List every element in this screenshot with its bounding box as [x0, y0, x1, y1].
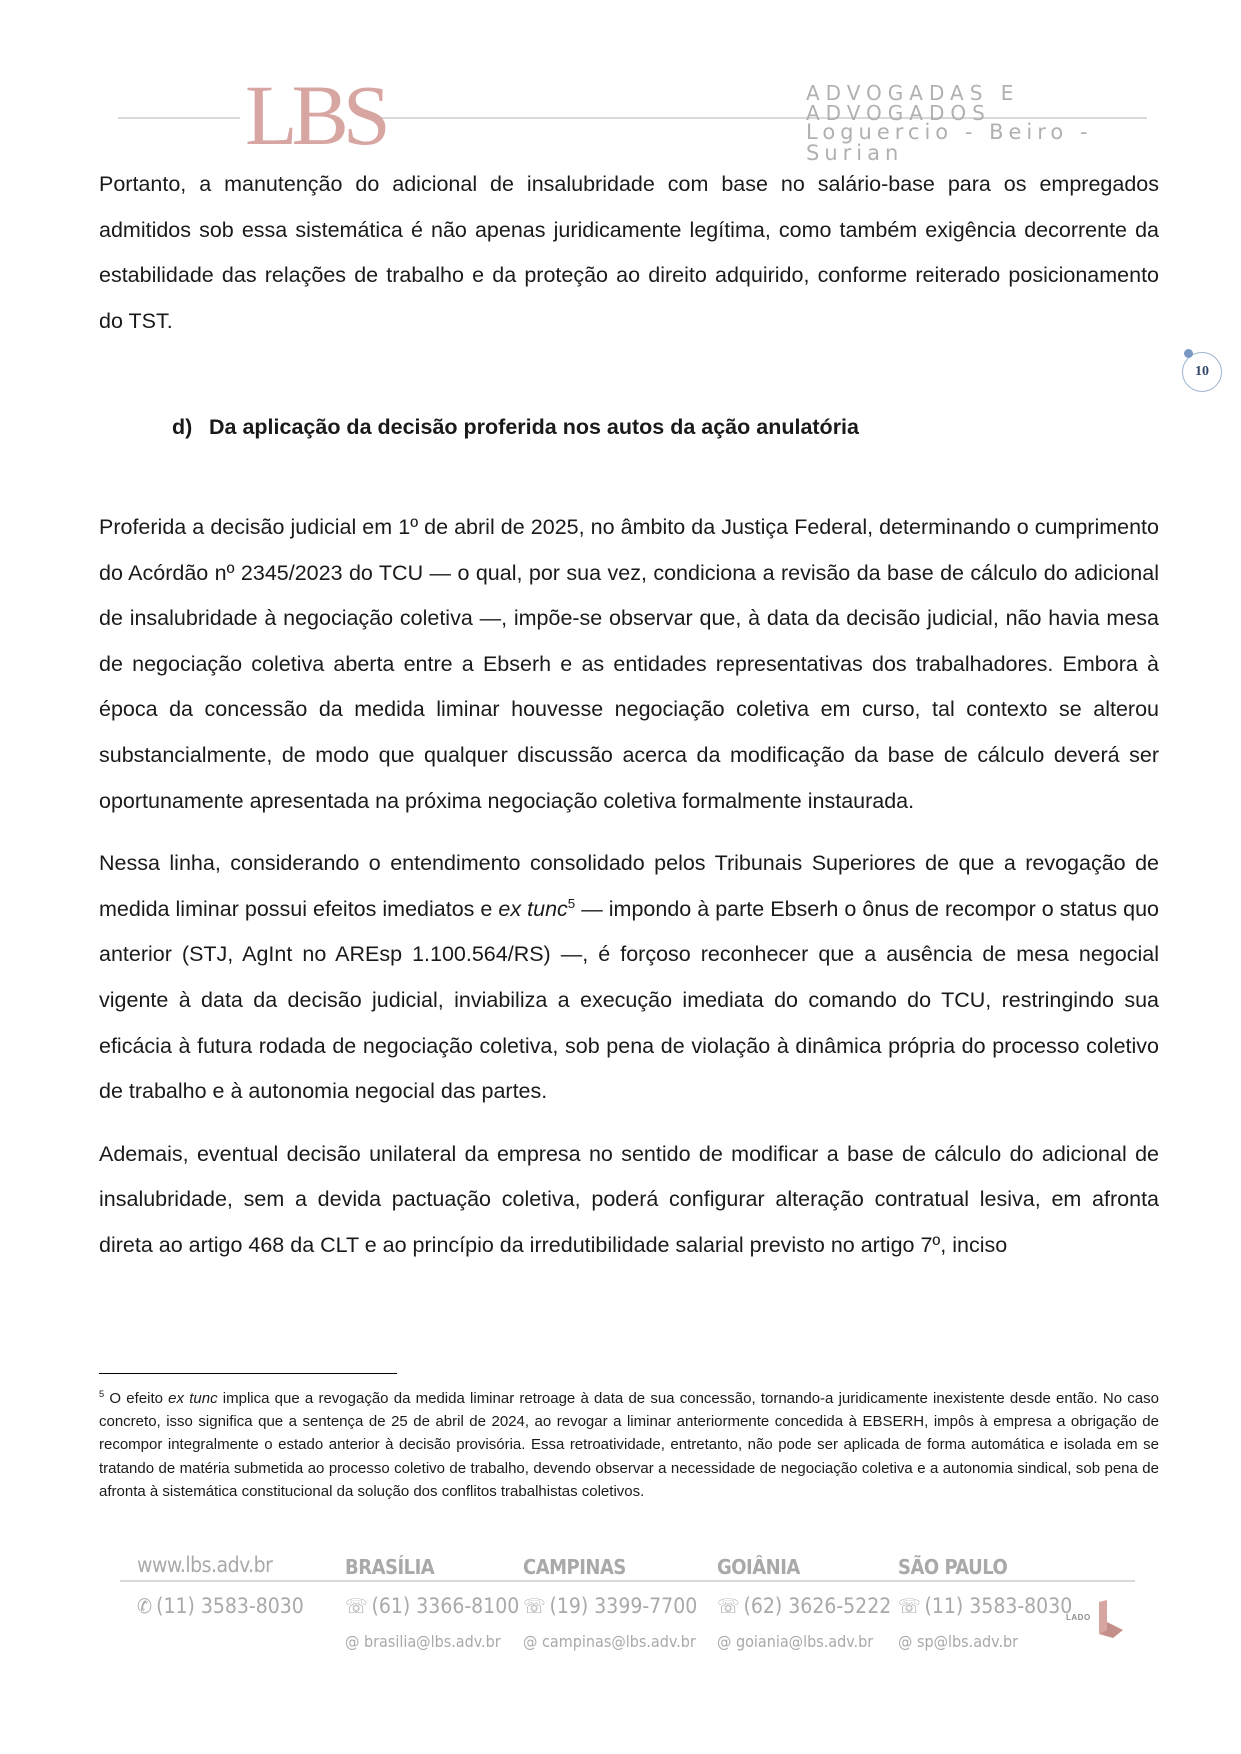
paragraph-1: Proferida a decisão judicial em 1º de abril de 2025, no âmbito da Justiça Federal, determinando o cumprimento do Acórdão nº 2345/2023 do TCU — o qual, por sua vez, condiciona a revisão da base de cálculo do adicional de insalubridade à negociação coletiva —, impõe-se observar que, à data da decisão judicial, não havia mesa de negociação coletiva aberta entre a Ebserh e as entidades representativas dos trabalhadores. Embora à época da concessão da medida liminar houvesse negociação coletiva em curso, tal contexto se alterou substancialmente, de modo que qualquer discussão acerca da modificação da base de cálculo deverá ser oportunamente apresentada na próxima negociação coletiva formalmente instaurada. — [99, 515, 1159, 813]
section-title: Da aplicação da decisão proferida nos autos da ação anulatória — [209, 415, 859, 439]
office-email[interactable] — [345, 1632, 501, 1651]
office-city: BRASÍLIA — [345, 1555, 435, 1579]
section-heading — [172, 412, 859, 442]
footnote-text-b: implica que a revogação da medida liminar retroage à data de sua concessão, tornando-a juridicamente inexistente desde então. No caso concreto, isso significa que a sentença de 25 de abril de 2024, ao revogar a liminar anteriormente concedida à EBSERH, impôs à empresa a obrigação de recompor integralmente o estado anterior à decisão provisória. Essa retroatividade, entretanto, não pode ser aplicada de forma automática e isolada em se tratando de matéria submetida ao processo coletivo de trabalho, devendo observar a necessidade de negociação coletiva e a autonomia sindical, sob pena de afronta à sistemática constitucional da solução dos conflitos trabalhistas coletivos. — [99, 1390, 1159, 1500]
paragraph-2-italic: ex tunc — [498, 896, 568, 921]
footnote-number: 5 — [99, 1389, 105, 1399]
office-phone — [345, 1594, 519, 1618]
office-phone — [717, 1594, 891, 1618]
firm-name: ADVOGADAS E ADVOGADOS — [806, 81, 1020, 125]
paragraph-2-text-b: — impondo à parte Ebserh o ônus de recompor o status quo anterior (STJ, AgInt no AREsp 1.100.564/RS) —, é forçoso reconhecer que a ausência de mesa negocial vigente à data da decisão judicial, inviabiliza a execução imediata do comando do TCU, restringindo sua eficácia à futura rodada de negociação coletiva, sob pena de violação à dinâmica própria do processo coletivo de trabalho e à autonomia negocial das partes. — [99, 896, 1160, 1104]
office-city: CAMPINAS — [523, 1555, 626, 1579]
footnote — [99, 1387, 1159, 1503]
page-number: 10 — [1182, 352, 1222, 392]
lado-label: LADO — [1066, 1613, 1091, 1622]
page-footer — [0, 1540, 1241, 1670]
paragraph-2 — [99, 841, 1159, 1115]
at-icon: @ — [345, 1632, 364, 1651]
lado-logo-icon — [1095, 1600, 1125, 1640]
section-label: d) — [172, 415, 193, 439]
phone-icon: ☏ — [898, 1594, 921, 1618]
page-number-badge — [1182, 352, 1222, 392]
office-city: GOIÂNIA — [717, 1555, 800, 1579]
office-phone-text: (11) 3583-8030 — [924, 1594, 1073, 1618]
footnote-italic: ex tunc — [168, 1390, 218, 1407]
at-icon: @ — [717, 1632, 736, 1651]
paragraph-3: Ademais, eventual decisão unilateral da empresa no sentido de modificar a base de cálculo do adicional de insalubridade, sem a devida pactuação coletiva, poderá configurar alteração contratual lesiva, em afronta direta ao artigo 468 da CLT e ao princípio da irredutibilidade salarial previsto no artigo 7º, inciso — [99, 1141, 1159, 1257]
office-phone-text: (61) 3366-8100 — [371, 1594, 520, 1618]
footer-phone-text: (11) 3583-8030 — [156, 1594, 304, 1618]
office-phone — [523, 1594, 697, 1618]
intro-paragraph: Portanto, a manutenção do adicional de insalubridade com base no salário-base para os empregados admitidos sob essa sistemática é não apenas juridicamente legítima, como também exigência decorrente da estabilidade das relações de trabalho e da proteção ao direito adquirido, conforme reiterado posicionamento do TST. — [99, 172, 1159, 333]
office-email[interactable] — [898, 1632, 1018, 1651]
office-city: SÃO PAULO — [898, 1555, 1008, 1579]
footnote-text-a: O efeito — [104, 1390, 169, 1407]
header-rule-left — [118, 117, 240, 119]
office-phone-text: (62) 3626-5222 — [743, 1594, 892, 1618]
footnote-separator — [99, 1373, 397, 1374]
office-email-text: campinas@lbs.adv.br — [541, 1632, 696, 1651]
paragraph-2-text-a: Nessa linha, considerando o entendimento consolidado pelos Tribunais Superiores de que a revogação de medida liminar possui efeitos imediatos e — [99, 851, 1159, 921]
phone-icon: ☏ — [717, 1594, 740, 1618]
at-icon: @ — [523, 1632, 542, 1651]
office-email-text: brasilia@lbs.adv.br — [363, 1632, 501, 1651]
phone-icon: ☏ — [345, 1594, 368, 1618]
office-email[interactable] — [717, 1632, 873, 1651]
footnote-reference[interactable]: 5 — [567, 895, 576, 911]
firm-partners: Loguercio - Beiro - Surian — [806, 120, 1093, 165]
intro-block — [99, 162, 1159, 344]
office-email-text: goiania@lbs.adv.br — [735, 1632, 874, 1651]
body-text — [99, 505, 1159, 1286]
whatsapp-icon: ✆ — [137, 1594, 153, 1618]
footer-website-phone — [137, 1594, 304, 1618]
office-email-text: sp@lbs.adv.br — [916, 1632, 1019, 1651]
office-email[interactable] — [523, 1632, 696, 1651]
lbs-logo: LBS — [245, 67, 385, 163]
office-phone-text: (19) 3399-7700 — [549, 1594, 698, 1618]
footer-rule — [120, 1580, 1135, 1582]
footer-website[interactable]: www.lbs.adv.br — [137, 1553, 273, 1577]
page-header — [0, 0, 1241, 165]
at-icon: @ — [898, 1632, 917, 1651]
page-number-dot — [1184, 349, 1193, 358]
office-phone — [898, 1594, 1072, 1618]
phone-icon: ☏ — [523, 1594, 546, 1618]
